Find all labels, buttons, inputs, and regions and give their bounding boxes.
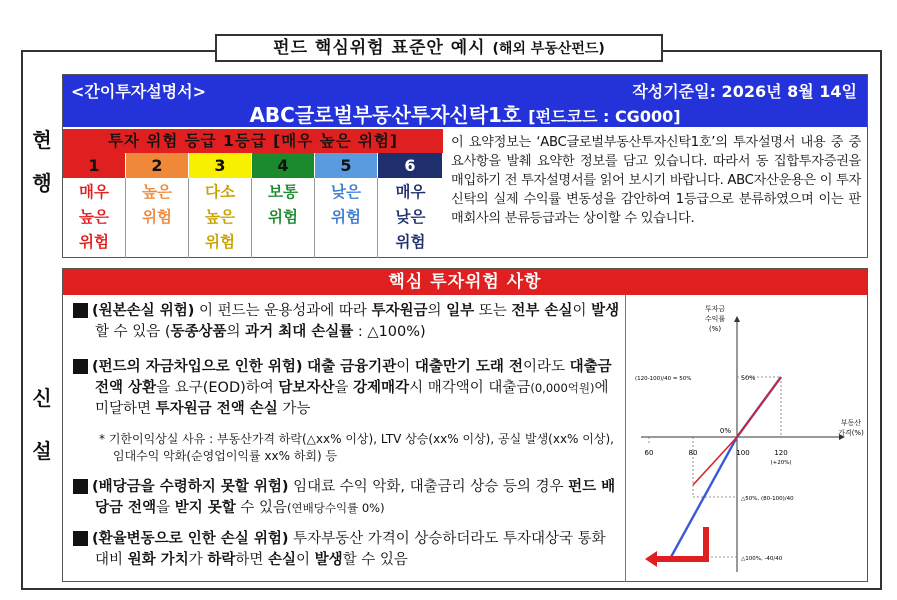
y-tick-0: 0% [719,427,731,435]
annotation-top-right: 50% [741,374,756,382]
risk-emphasis: 발생 [591,303,620,319]
risk-emphasis: 펀드 배당금 전액 [95,479,616,516]
risk-text: 시 매각액이 대출금 [409,380,531,396]
loss-arrowhead-icon [645,551,657,567]
risk-emphasis: (펀드의 자금차입으로 인한 위험) [92,359,303,375]
risk-text: 이 [295,552,315,568]
risk-grade-label-3: 다소 높은 위험 [189,178,252,258]
risk-number-badge: 3 [73,479,88,494]
payoff-chart [627,297,867,581]
x-axis-label-2: 가격(%) [838,429,864,437]
risk-text: 을 요구(EOD)하여 [156,380,279,396]
risk-emphasis: 강제매각 [353,380,410,396]
risk-emphasis: 전부 손실 [511,303,573,319]
risk-text: 투자부동산 가격이 상승하더라도 투자대상국 통화 대비 [95,531,606,568]
risk-grade-label-2: 높은 위험 [126,178,189,258]
risk-text: 또는 [474,303,512,319]
section-divider [625,295,626,582]
risk-grade-label-1: 매우 높은 위험 [63,178,126,258]
risk-grade-1: 1 [63,153,126,178]
risk-number-badge: 4 [73,531,88,546]
risk-emphasis: 담보자산 [278,380,335,396]
risk-emphasis: 대출 금융기관 [307,359,397,375]
risk-emphasis: 손실 [267,552,296,568]
core-risks-header: 핵심 투자위험 사항 [63,269,867,295]
prospectus-date: 작성기준일: 2026년 8월 14일 [632,82,857,101]
x-tick-80: 80 [688,449,698,457]
side-label-new: 신 설 [32,386,52,463]
y-axis-label-1: 투자금 [704,305,726,313]
risk-emphasis: 동종상품 [170,324,227,340]
risk-text: 의 [226,324,246,340]
summary-text: 이 요약정보는 ‘ABC글로벌부동산투자신탁1호’의 투자설명서 내용 중 중요사항을 발췌 요약한 정보를 담고 있습니다. 따라서 동 집합투자증권을 매입하기 전 투자설명서를 읽어 보시기 바랍니다. ABC자산운용은 이 투자신탁의 실제 수익률 변동성을 감안하여 1등급으로 분류하였으며 이는 판매회사의 분류등급과는 상이할 수 있습니다. [451,135,861,226]
risk-grade-6: 6 [378,153,443,178]
risk-emphasis: 발생 [314,552,343,568]
risk-text: 이 [396,359,415,375]
core-risks-section [62,268,868,582]
risk-text: 에 미달하면 [95,380,609,417]
risk-emphasis: (환율변동으로 인한 손실 위험) [92,531,289,547]
risk-text: 임대료 수익 악화, 대출금리 상승 등의 경우 [288,479,569,495]
risk-emphasis: 투자원금 전액 손실 [155,401,278,417]
fund-name: ABC글로벌부동산투자신탁1호 [249,103,522,127]
risk-text: 가능 [277,401,311,417]
risk-text: 이 [572,303,592,319]
risk-emphasis: (배당금을 수령하지 못할 위험) [92,479,289,495]
risk-emphasis: 대출금 전액 상환 [95,359,612,396]
risk-text: 수 있음 [235,500,288,516]
risk-text: 을 [156,500,175,516]
risk-grade-4: 4 [252,153,315,178]
risk-emphasis: (원본손실 위험) [92,303,195,319]
risk-text: 할 수 있음 ( [95,324,171,340]
risk-text: 가 [188,552,208,568]
risk-grade-header: 투자 위험 등급 1등급 [매우 높은 위험] [63,129,443,153]
risk-grade-label-5: 낮은 위험 [315,178,378,258]
risk-emphasis: 투자원금 [371,303,428,319]
loss-arrow-icon [655,527,706,559]
risk-emphasis: 하락 [207,552,236,568]
risk-note: * 기한이익상실 사유 : 부동산가격 하락(△xx% 이상), LTV 상승(xx% 이상), 공실 발생(xx% 이상), 임대수익 악화(순영업이익률 xx% 하회) 등 [99,432,614,463]
risk-emphasis: 일부 [446,303,475,319]
side-label-current: 현 행 [32,128,52,195]
fund-code: [펀드코드 : CG000] [528,107,681,126]
risk-emphasis: 대출만기 도래 전 [414,359,523,375]
risk-grade-label-6: 매우 낮은 위험 [395,183,426,251]
risk-number-badge: 1 [73,303,88,318]
risk-grade-5: 5 [315,153,378,178]
risk-number-badge: 2 [73,359,88,374]
risk-item-2 [65,357,621,420]
risk-text: (연배당수익률 0%) [287,501,385,515]
risk-text: 하면 [235,552,268,568]
x-tick-60: 60 [644,449,654,457]
risk-emphasis: 원화 가치 [127,552,189,568]
risk-emphasis: 과거 최대 손실률 [245,324,354,340]
page-title [215,34,663,62]
annotation-mid: △50%, (80-100)/40 [741,496,794,502]
risk-text: 이 펀드는 운용성과에 따라 [194,303,372,319]
fund-title [63,99,867,128]
x-tick-120-sub: (+20%) [770,460,792,466]
annotation-bottom: △100%, -40/40 [741,556,783,562]
risk-item-4 [65,529,621,571]
y-axis-label-3: (%) [708,325,722,333]
payoff-line-red [737,377,781,437]
y-axis-label-2: 수익률 [704,315,726,323]
x-axis-label-1: 부동산 [840,419,862,427]
x-tick-120: 120 [774,449,788,457]
risk-text: 할 수 있음 [342,552,408,568]
risk-text: 이라도 [522,359,570,375]
risk-item-3 [65,477,621,519]
payoff-line-blue [671,377,781,557]
prospectus-section [62,74,868,258]
risk-grade-3: 3 [189,153,252,178]
risk-text: : △100%) [353,324,426,340]
annotation-top-left: (120-100)/40 = 50% [635,376,692,382]
prospectus-label: <간이투자설명서> [71,82,207,101]
risk-item-1 [65,301,621,343]
page-title-sub: (해외 부동산펀드) [492,41,605,57]
page-title-main: 펀드 핵심위험 표준안 예시 [273,38,486,58]
risk-text: 을 [334,380,354,396]
risk-grade-label-4: 보통 위험 [252,178,315,258]
risk-text: 의 [427,303,447,319]
x-tick-100: 100 [736,449,750,457]
risk-grade-2: 2 [126,153,189,178]
prospectus-banner [63,75,867,127]
risk-emphasis: 받지 못할 [174,500,236,516]
risk-text: (0,000억원) [530,381,595,395]
